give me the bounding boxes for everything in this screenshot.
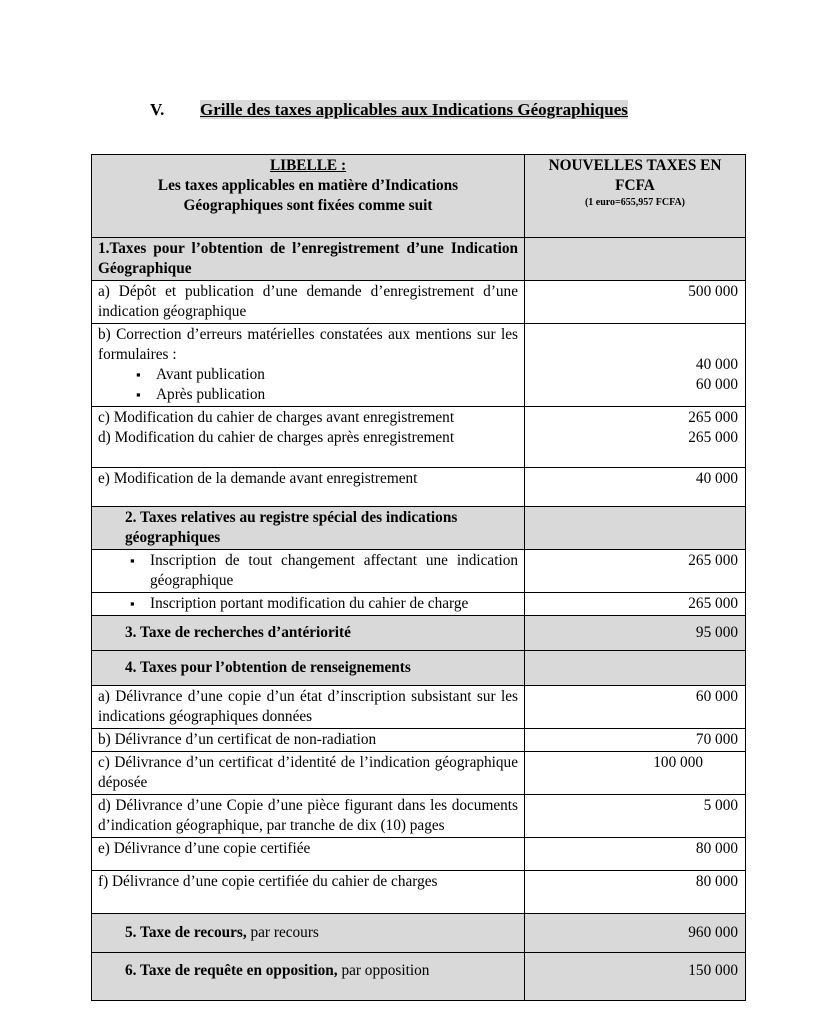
- table-row: [92, 324, 746, 407]
- section-row-4: [92, 651, 746, 686]
- section-6-title-bold: 6. Taxe de requête en opposition,: [125, 962, 338, 979]
- table-row: [92, 550, 746, 593]
- taxes-header-line-1: NOUVELLES TAXES EN: [548, 157, 722, 174]
- row-b-item-2: ▪ Après publication: [98, 385, 518, 405]
- table-row: [92, 593, 746, 616]
- row-e-amount: 40 000: [525, 468, 746, 507]
- section-6-title-rest: par opposition: [337, 962, 430, 979]
- table-row: [92, 468, 746, 507]
- section-number: V.: [150, 100, 165, 119]
- section-title: Grille des taxes applicables aux Indications Géographiques: [200, 100, 628, 119]
- section-row-5: [92, 914, 746, 953]
- row-4c-label: c) Délivrance d’un certificat d’identité de l’indication géographique déposée: [92, 752, 525, 795]
- section-3-title: 3. Taxe de recherches d’antériorité: [92, 616, 525, 651]
- section-2-title: 2. Taxes relatives au registre spécial des indications géographiques: [92, 507, 525, 550]
- table-row: [92, 871, 746, 914]
- section-1-title: 1.Taxes pour l’obtention de l’enregistrement d’une Indication Géographique: [92, 238, 525, 281]
- row-4d-amount: 5 000: [525, 795, 746, 838]
- row-4b-label: b) Délivrance d’un certificat de non-radiation: [92, 729, 525, 752]
- row-4c-amount: 100 000: [525, 752, 746, 795]
- row-a-amount: 500 000: [525, 281, 746, 324]
- table-row: [92, 686, 746, 729]
- section-5-title: [92, 914, 525, 953]
- libelle-line-1: Les taxes applicables en matière d’Indications: [157, 177, 459, 194]
- taxes-header: [525, 155, 746, 238]
- exchange-rate-note: (1 euro=655,957 FCFA): [584, 197, 686, 208]
- row-4f-label: f) Délivrance d’une copie certifiée du cahier de charges: [92, 871, 525, 914]
- row-4a-amount: 60 000: [525, 686, 746, 729]
- row-4a-label: a) Délivrance d’une copie d’un état d’inscription subsistant sur les indications géographiques données: [92, 686, 525, 729]
- row-e-label: e) Modification de la demande avant enregistrement: [92, 468, 525, 507]
- section-6-amount: 150 000: [525, 953, 746, 1001]
- section-row-3: [92, 616, 746, 651]
- section-5-title-bold: 5. Taxe de recours,: [125, 924, 247, 941]
- table-row: [92, 752, 746, 795]
- row-b-amount-1: 40 000: [695, 356, 738, 373]
- row-b-item-1: ▪ Avant publication: [98, 365, 518, 385]
- section-row-2: [92, 507, 746, 550]
- section-5-title-rest: par recours: [246, 924, 319, 941]
- table-row: [92, 729, 746, 752]
- row-d-label: d) Modification du cahier de charges après enregistrement: [98, 429, 455, 446]
- section-2-item-1: ▪ Inscription de tout changement affectant une indication géographique: [92, 550, 525, 593]
- libelle-header: [92, 155, 525, 238]
- table-row: [92, 795, 746, 838]
- section-6-title: [92, 953, 525, 1001]
- taxes-header-line-2: FCFA: [615, 177, 655, 194]
- table-row: [92, 838, 746, 871]
- section-2-amount-2: 265 000: [525, 593, 746, 616]
- table-row: [92, 281, 746, 324]
- row-4e-label: e) Délivrance d’une copie certifiée: [92, 838, 525, 871]
- row-4d-label: d) Délivrance d’une Copie d’une pièce figurant dans les documents d’indication géographique, par tranche de dix (10) pages: [92, 795, 525, 838]
- table-row: [92, 407, 746, 468]
- tax-table: [91, 154, 746, 1001]
- section-5-amount: 960 000: [525, 914, 746, 953]
- row-a-label: a) Dépôt et publication d’une demande d’enregistrement d’une indication géographique: [92, 281, 525, 324]
- section-3-amount: 95 000: [525, 616, 746, 651]
- section-2-item-2: ▪ Inscription portant modification du cahier de charge: [92, 593, 525, 616]
- table-header-row: [92, 155, 746, 238]
- section-heading: [150, 100, 628, 120]
- section-4-title: 4. Taxes pour l’obtention de renseignements: [92, 651, 525, 686]
- row-d-amount: 265 000: [688, 429, 738, 446]
- libelle-label: LIBELLE :: [269, 157, 347, 174]
- row-4f-amount: 80 000: [525, 871, 746, 914]
- row-b-label: b) Correction d’erreurs matérielles constatées aux mentions sur les formulaires :: [98, 326, 518, 363]
- libelle-line-2: Géographiques sont fixées comme suit: [183, 197, 433, 214]
- row-4e-amount: 80 000: [525, 838, 746, 871]
- section-row-1: [92, 238, 746, 281]
- row-c-label: c) Modification du cahier de charges avant enregistrement: [98, 409, 455, 426]
- row-c-amount: 265 000: [688, 409, 738, 426]
- row-b-amount-2: 60 000: [695, 376, 738, 393]
- row-4b-amount: 70 000: [525, 729, 746, 752]
- section-row-6: [92, 953, 746, 1001]
- section-2-amount-1: 265 000: [525, 550, 746, 593]
